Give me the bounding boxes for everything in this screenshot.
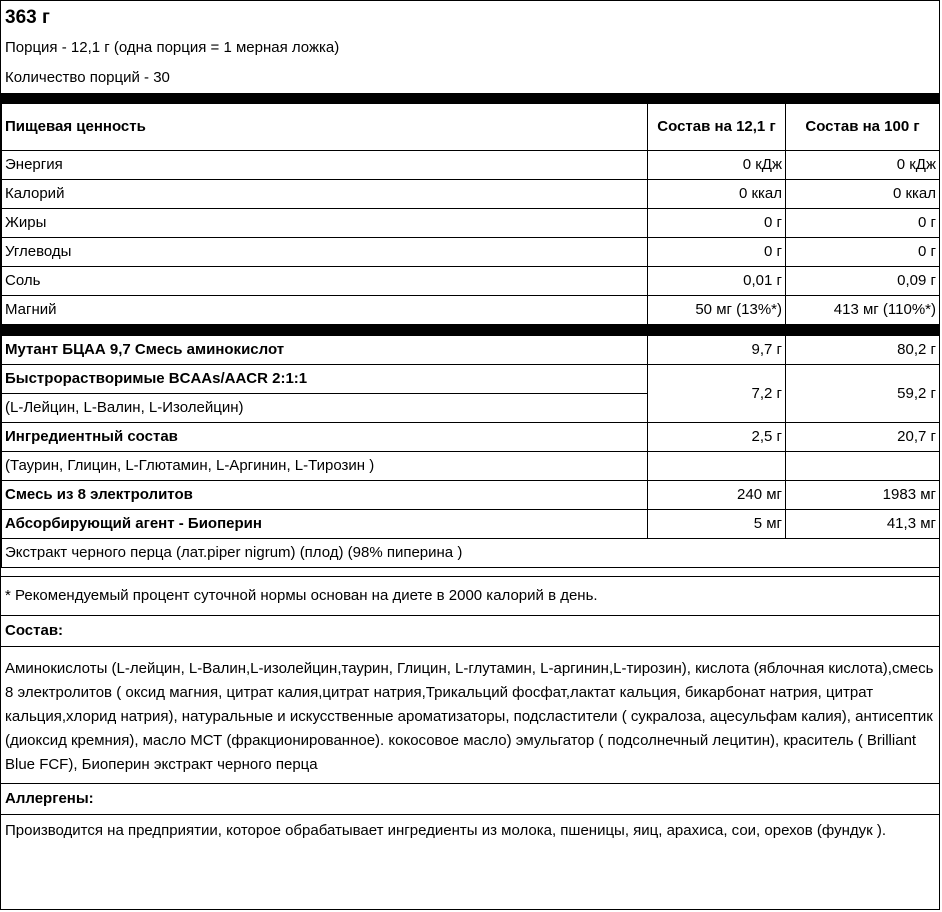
- net-weight: 363 г: [5, 7, 50, 28]
- row-serving: 0 кДж: [648, 151, 786, 180]
- row-per100: 0 г: [786, 238, 940, 267]
- bioperine-serving: 5 мг: [648, 510, 786, 539]
- thick-divider: [1, 93, 939, 103]
- row-name: Энергия: [2, 151, 648, 180]
- serving-size: Порция - 12,1 г (одна порция = 1 мерная ложка): [5, 39, 340, 56]
- bioperine-sub: Экстракт черного перца (лат.piper nigrum) (плод) (98% пиперина ): [2, 539, 940, 568]
- row-per100: 0,09 г: [786, 267, 940, 296]
- nutrition-table: [1, 103, 940, 325]
- table-row: [2, 365, 940, 394]
- row-serving: 0,01 г: [648, 267, 786, 296]
- ingredients-title: Состав:: [1, 616, 939, 647]
- ingredients-text: Аминокислоты (L-лейцин, L-Валин,L-изолейцин,таурин, Глицин, L-глутамин, L-аргинин,L-тирозин), кислота (яблочная кислота),смесь 8 электролитов ( оксид магния, цитрат калия,цитрат натрия,Трикальций фосфат,лактат кальция, бикарбонат натрия, цитрат кальция,хлорид натрия), натуральные и искусственные ароматизаторы, подсластители ( сукралоза, ацесульфам калия), антисептик (диоксид кремния), масло МСТ (фракционированное). кокосовое масло) эмульгатор ( подсолнечный лецитин), краситель ( Brilliant Blue FCF), Биоперин экстракт черного перца: [1, 647, 939, 784]
- table-row: [2, 539, 940, 568]
- bcaa-name: Быстрорастворимые BCAAs/AACR 2:1:1: [2, 365, 648, 394]
- row-name: Магний: [2, 296, 648, 325]
- row-per100: 0 ккал: [786, 180, 940, 209]
- allergens-title: Аллергены:: [1, 784, 939, 815]
- spacer: [1, 568, 939, 577]
- thick-divider: [1, 325, 939, 335]
- col-nutrition: Пищевая ценность: [2, 104, 648, 151]
- table-row: [2, 336, 940, 365]
- row-name: Калорий: [2, 180, 648, 209]
- electro-name: Смесь из 8 электролитов: [2, 481, 648, 510]
- bioperine-name: Абсорбирующий агент - Биоперин: [2, 510, 648, 539]
- table-row: [2, 296, 940, 325]
- row-serving: 0 ккал: [648, 180, 786, 209]
- allergens-text: Производится на предприятии, которое обрабатывает ингредиенты из молока, пшеницы, яиц, арахиса, сои, орехов (фундук ).: [5, 822, 887, 839]
- row-serving: 0 г: [648, 238, 786, 267]
- table-row: [2, 209, 940, 238]
- ingr-name: Ингредиентный состав: [2, 423, 648, 452]
- bioperine-per100: 41,3 мг: [786, 510, 940, 539]
- label-header: [1, 1, 939, 93]
- mutant-per100: 80,2 г: [786, 336, 940, 365]
- table-row: [2, 423, 940, 452]
- servings-count: Количество порций - 30: [5, 69, 170, 86]
- mutant-serving: 9,7 г: [648, 336, 786, 365]
- bcaa-serving: 7,2 г: [648, 365, 786, 423]
- ingr-sub: (Таурин, Глицин, L-Глютамин, L-Аргинин, L-Тирозин ): [2, 452, 648, 481]
- row-name: Углеводы: [2, 238, 648, 267]
- col-per-100: Состав на 100 г: [786, 104, 940, 151]
- table-row: [2, 151, 940, 180]
- bcaa-per100: 59,2 г: [786, 365, 940, 423]
- row-per100: 0 г: [786, 209, 940, 238]
- footnote: * Рекомендуемый процент суточной нормы основан на диете в 2000 калорий в день.: [1, 577, 939, 616]
- nutrition-header-row: [2, 104, 940, 151]
- row-serving: 50 мг (13%*): [648, 296, 786, 325]
- composition-table: [1, 335, 940, 568]
- row-per100: 0 кДж: [786, 151, 940, 180]
- bcaa-sub: (L-Лейцин, L-Валин, L-Изолейцин): [2, 394, 648, 423]
- row-serving: 0 г: [648, 209, 786, 238]
- col-per-serving: Состав на 12,1 г: [648, 104, 786, 151]
- table-row: [2, 267, 940, 296]
- table-row: [2, 452, 940, 481]
- row-name: Жиры: [2, 209, 648, 238]
- row-name: Соль: [2, 267, 648, 296]
- table-row: [2, 238, 940, 267]
- table-row: [2, 180, 940, 209]
- electro-per100: 1983 мг: [786, 481, 940, 510]
- ingr-per100: 20,7 г: [786, 423, 940, 452]
- table-row: [2, 481, 940, 510]
- electro-serving: 240 мг: [648, 481, 786, 510]
- table-row: [2, 510, 940, 539]
- ingr-serving: 2,5 г: [648, 423, 786, 452]
- row-per100: 413 мг (110%*): [786, 296, 940, 325]
- mutant-name: Мутант БЦАА 9,7 Смесь аминокислот: [2, 336, 648, 365]
